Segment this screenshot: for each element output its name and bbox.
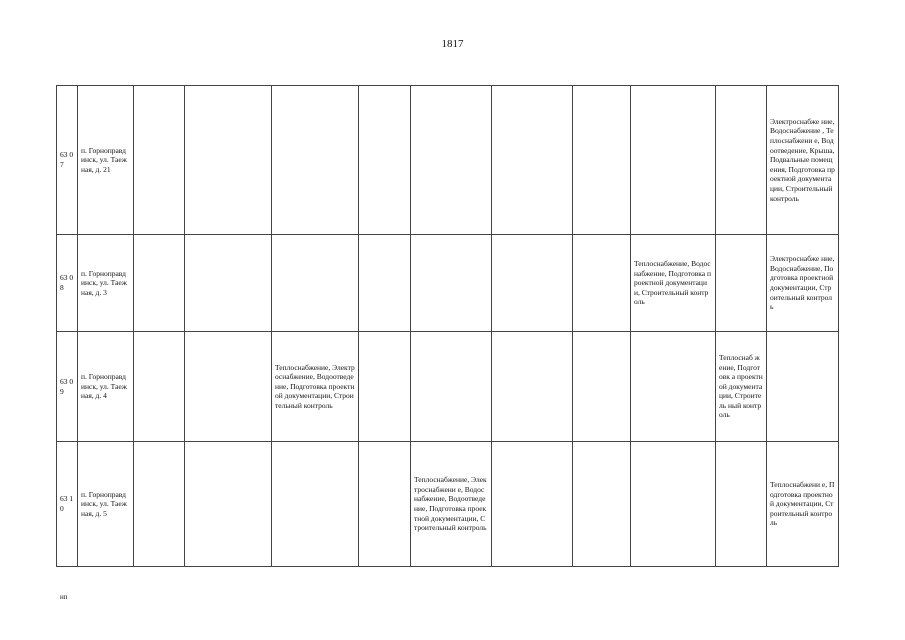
- table-cell: [492, 332, 573, 442]
- table-row: [57, 442, 839, 567]
- table-cell: [631, 332, 716, 442]
- row-number: 63 07: [57, 86, 78, 235]
- table-cell: [492, 86, 573, 235]
- table-cell: [573, 235, 631, 332]
- table-cell: [573, 442, 631, 567]
- work-types-cell: Теплоснабжение, Электроснабжени е, Водоснабжение, Водоотведение, Подготовка проектной документации, Строительный контроль: [411, 442, 492, 567]
- table-cell: [272, 235, 359, 332]
- row-number: 63 09: [57, 332, 78, 442]
- table-row: [57, 235, 839, 332]
- table-cell: [767, 332, 839, 442]
- address-cell: п. Горноправд инск, ул. Таежная, д. 21: [78, 86, 134, 235]
- table-cell: [359, 86, 411, 235]
- table-cell: [134, 332, 185, 442]
- table-cell: [359, 332, 411, 442]
- work-types-cell: Электроснабже ние, Водоснабжение , Теплоснабжени е, Водоотведение, Крыша, Подвальные помещения, Подготовка проектной документации, Строительный контроль: [767, 86, 839, 235]
- table-row: [57, 332, 839, 442]
- work-types-cell: Теплоснабжение, Водоснабжение, Подготовка проектной документации, Строительный контроль: [631, 235, 716, 332]
- table-cell: [272, 442, 359, 567]
- table-cell: [631, 86, 716, 235]
- table-cell: [492, 235, 573, 332]
- table-cell: [411, 332, 492, 442]
- work-types-cell: Теплоснаб жение, Подготовк а проектной документа ции, Строитель ный контроль: [716, 332, 767, 442]
- table-cell: [185, 86, 272, 235]
- table-cell: [492, 442, 573, 567]
- table-cell: [716, 86, 767, 235]
- table-cell: [573, 332, 631, 442]
- table-cell: [631, 442, 716, 567]
- table-cell: [185, 442, 272, 567]
- table-cell: [411, 235, 492, 332]
- table-cell: [134, 442, 185, 567]
- table-cell: [411, 86, 492, 235]
- table-cell: [134, 86, 185, 235]
- footer-mark: нп: [60, 593, 68, 601]
- address-cell: п. Горноправд инск, ул. Таежная, д. 4: [78, 332, 134, 442]
- table-cell: [716, 235, 767, 332]
- work-types-cell: Теплоснабжение, Электроснабжение, Водоотведение, Подготовка проектной документации, Строительный контроль: [272, 332, 359, 442]
- address-cell: п. Горноправд инск, ул. Таежная, д. 3: [78, 235, 134, 332]
- table-cell: [359, 235, 411, 332]
- table-cell: [272, 86, 359, 235]
- table-cell: [185, 235, 272, 332]
- table-row: [57, 86, 839, 235]
- table-cell: [134, 235, 185, 332]
- row-number: 63 10: [57, 442, 78, 567]
- page-number: 1817: [441, 38, 464, 50]
- table-cell: [359, 442, 411, 567]
- work-types-cell: Теплоснабжени е, Подготовка проектной документации, Строительный контроль: [767, 442, 839, 567]
- table-cell: [716, 442, 767, 567]
- table-cell: [185, 332, 272, 442]
- register-table: [56, 85, 839, 567]
- work-types-cell: Электроснабже ние, Водоснабжение, Подготовка проектной документации, Строительный контроль: [767, 235, 839, 332]
- row-number: 63 08: [57, 235, 78, 332]
- address-cell: п. Горноправд инск, ул. Таежная, д. 5: [78, 442, 134, 567]
- table-cell: [573, 86, 631, 235]
